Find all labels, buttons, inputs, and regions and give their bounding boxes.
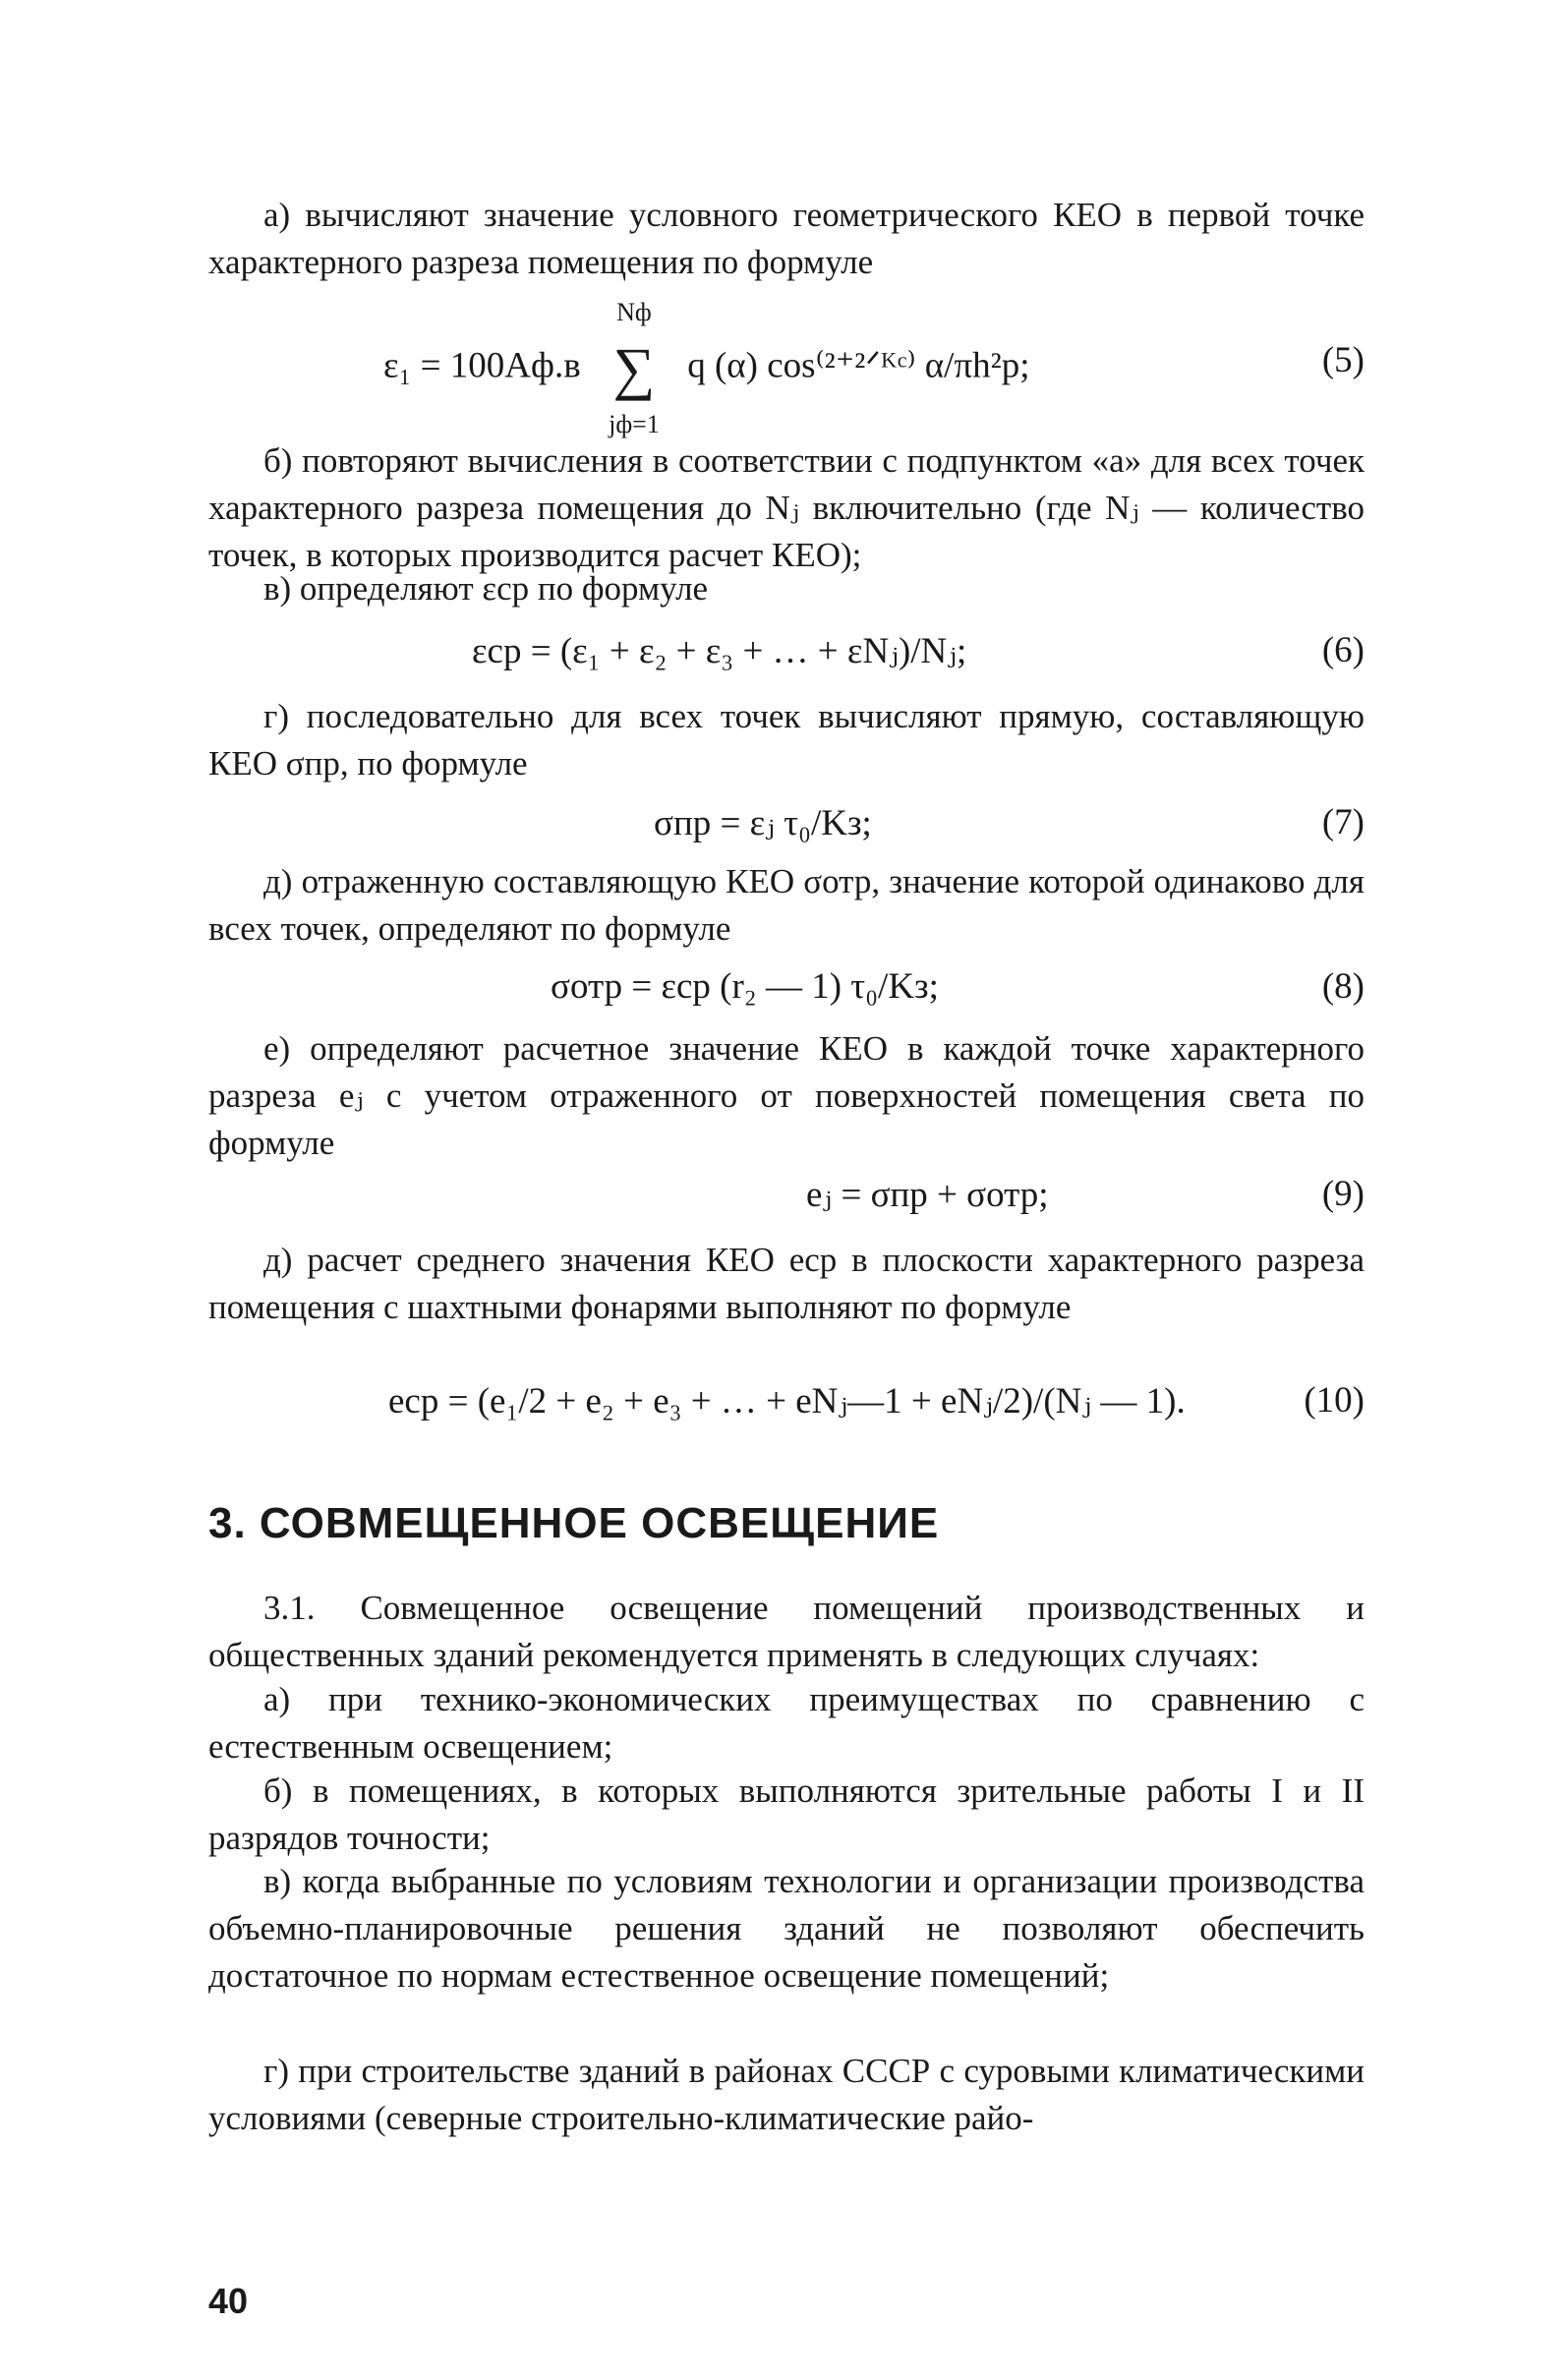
section-heading: 3. СОВМЕЩЕННОЕ ОСВЕЩЕНИЕ [208,1499,940,1547]
formula-10-number: (10) [1304,1380,1365,1421]
paragraph-d1: д) отраженную составляющую КЕО σотр, значение которой одинаково для всех точек, определяют по формуле [208,862,1365,948]
sum-operator [590,298,678,438]
formula-5-expression [383,298,1030,438]
paragraph-3-1-a: а) при технико-экономических преимуществах по сравнению с естественным освещением; [208,1680,1365,1766]
formula-9-number: (9) [1321,1174,1365,1214]
paragraph-v: в) определяют εср по формуле [263,569,709,608]
paragraph-3-1: 3.1. Совмещенное освещение помещений производственных и общественных зданий рекомендуется применять в следующих случаях: [208,1589,1365,1674]
formula-6-expression: εср = (ε₁ + ε₂ + ε₃ + … + εNⱼ)/Nⱼ; [472,631,967,671]
page-number: 40 [208,2281,249,2321]
formula-8 [208,965,1365,1024]
formula-10 [208,1379,1365,1438]
formula-5-rhs: q (α) cos⁽²⁺²ᐟᴷᶜ⁾ α/πh²р; [687,345,1030,386]
formula-9 [208,1173,1365,1232]
formula-10-expression: eср = (e₁/2 + e₂ + e₃ + … + eNⱼ—1 + eNⱼ/2)/(Nⱼ — 1). [388,1381,1186,1422]
formula-6-number: (6) [1321,630,1365,670]
paragraph-a: а) вычисляют значение условного геометрического КЕО в первой точке характерного разреза помещения по формуле [208,196,1365,281]
formula-5-lhs: ε₁ = 100Aф.в [383,345,581,386]
formula-7 [208,801,1365,860]
paragraph-3-1-b: б) в помещениях, в которых выполняются зрительные работы I и II разрядов точности; [208,1771,1365,1857]
paragraph-3-1-g: г) при строительстве зданий в районах СССР с суровыми климатическими условиями (северные строительно-климатические райо- [208,2052,1365,2137]
sum-lower-limit: jф=1 [609,410,660,438]
formula-6 [208,629,1365,688]
paragraph-d2: д) расчет среднего значения КЕО eср в плоскости характерного разреза помещения с шахтными фонарями выполняют по формуле [208,1241,1365,1326]
formula-9-expression: eⱼ = σпр + σотр; [806,1175,1049,1215]
paragraph-3-1-v: в) когда выбранные по условиям технологии и организации производства объемно-планировочные решения зданий не позволяют обеспечить достаточное по нормам естественное освещение помещений; [208,1862,1365,1995]
formula-7-number: (7) [1321,802,1365,842]
formula-8-expression: σотр = εср (r₂ — 1) τ₀/Kз; [551,966,939,1007]
paragraph-g: г) последовательно для всех точек вычисляют прямую, составляющую КЕО σпр, по формуле [208,697,1365,783]
sigma-icon: ∑ [612,336,656,401]
formula-8-number: (8) [1321,966,1365,1007]
sum-upper-limit: Nф [616,298,652,326]
formula-5-number: (5) [1321,340,1365,380]
paragraph-b: б) повторяют вычисления в соответствии с подпунктом «а» для всех точек характерного разреза помещения до Nⱼ включительно (где Nⱼ — количество точек, в которых производится расчет КЕО); [208,441,1365,574]
formula-7-expression: σпр = εⱼ τ₀/Kз; [654,803,872,843]
paragraph-e: е) определяют расчетное значение КЕО в каждой точке характерного разреза eⱼ с учетом отраженного от поверхностей помещения света по формуле [208,1029,1365,1162]
formula-5 [208,298,1365,438]
